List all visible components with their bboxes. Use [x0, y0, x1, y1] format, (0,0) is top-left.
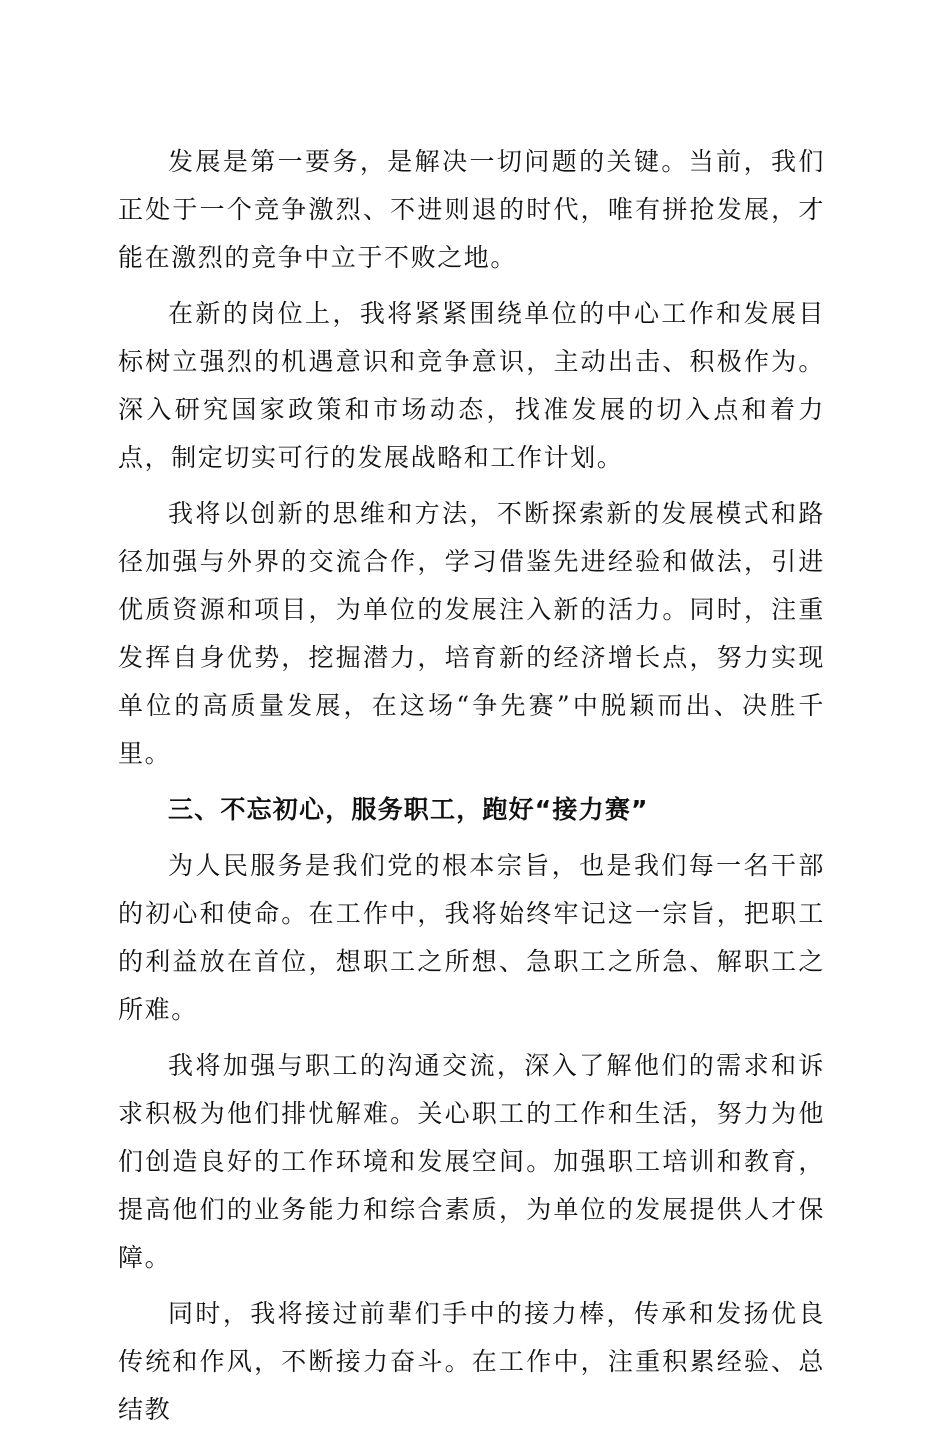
paragraph: 发展是第一要务，是解决一切问题的关键。当前，我们正处于一个竞争激烈、不进则退的时代，唯有拼抢发展，才能在激烈的竞争中立于不败之地。 [118, 147, 825, 272]
paragraph: 我将加强与职工的沟通交流，深入了解他们的需求和诉求积极为他们排忧解难。关心职工的工作和生活，努力为他们创造良好的工作环境和发展空间。加强职工培训和教育，提高他们的业务能力和综合素质，为单位的发展提供人才保障。 [118, 1051, 825, 1272]
paragraph: 为人民服务是我们党的根本宗旨，也是我们每一名干部的初心和使命。在工作中，我将始终牢记这一宗旨，把职工的利益放在首位，想职工之所想、急职工之所急、解职工之所难。 [118, 851, 825, 1024]
paragraph: 我将以创新的思维和方法，不断探索新的发展模式和路径加强与外界的交流合作，学习借鉴先进经验和做法，引进优质资源和项目，为单位的发展注入新的活力。同时，注重发挥自身优势，挖掘潜力，培育新的经济增长点，努力实现单位的高质量发展，在这场“争先赛”中脱颖而出、决胜千里。 [118, 499, 825, 768]
paragraph: 同时，我将接过前辈们手中的接力棒，传承和发扬优良传统和作风，不断接力奋斗。在工作中，注重积累经验、总结教 [118, 1299, 825, 1424]
paragraph: 在新的岗位上，我将紧紧围绕单位的中心工作和发展目标树立强烈的机遇意识和竞争意识，主动出击、积极作为。深入研究国家政策和市场动态，找准发展的切入点和着力点，制定切实可行的发展战略和工作计划。 [118, 299, 825, 472]
document-body [118, 138, 825, 1442]
section-heading: 三、不忘初心，服务职工，跑好“接力赛” [168, 795, 649, 824]
